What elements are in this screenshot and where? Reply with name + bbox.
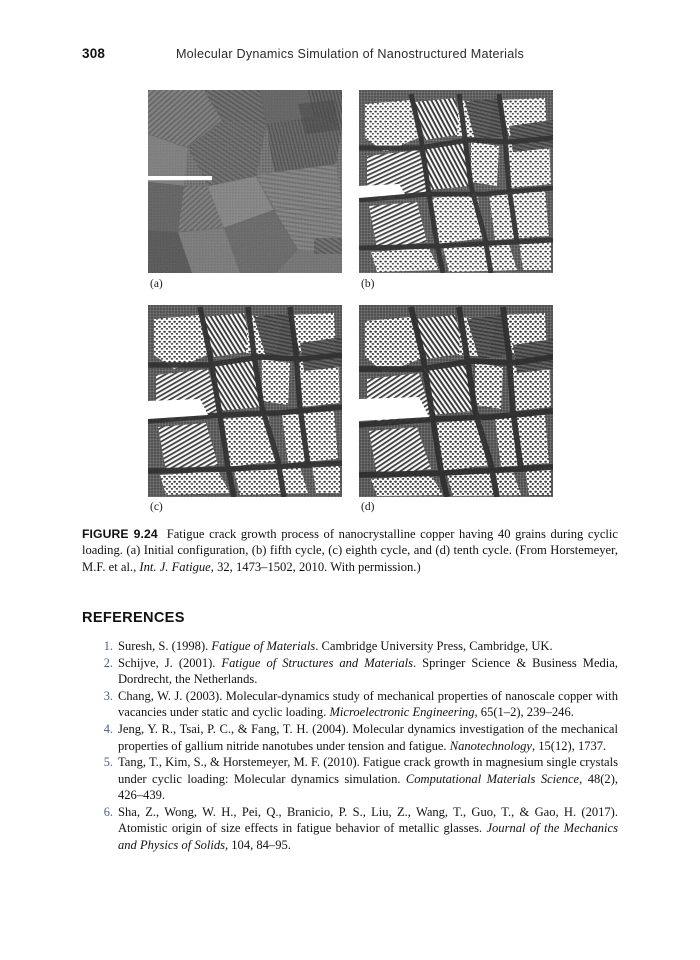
reference-number: 3. <box>103 689 113 704</box>
initial-notch <box>148 176 212 180</box>
figure-9-24 <box>148 90 553 520</box>
reference-text-1: Tang, T., Kim, S., & Horstemeyer, M. F. (2010). Fatigue crack growth in magnesium single crystals under cyclic loading: Molecular dynamics simulation. <box>118 755 618 786</box>
reference-text-2: , 104, 84–95. <box>225 837 291 852</box>
microstructure-image-b <box>359 90 553 273</box>
figure-panel-row-bottom <box>148 305 553 520</box>
reference-text-1: Sha, Z., Wong, W. H., Pei, Q., Branicio, P. S., Liu, Z., Wang, T., Guo, T., & Gao, H. (2017). Atomistic origin of size effects in fatigue behavior of metallic glasses. <box>118 804 618 836</box>
panel-label-a: (a) <box>150 278 163 290</box>
figure-caption-text-1: Fatigue crack growth process of nanocrystalline copper having 40 grains during cyclic loading. (a) Initial configuration, (b) fifth cycle, (c) eighth cycle, and (d) tenth cycle. (From Horstemeyer, M.F. et al., <box>82 527 618 574</box>
reference-text-1: Chang, W. J. (2003). Molecular-dynamics study of mechanical properties of nanoscale copper with vacancies under static and cyclic loading. <box>118 689 618 720</box>
grain-structure-svg-d <box>359 305 553 497</box>
reference-title-italic: Computational Materials Science <box>405 771 580 786</box>
figure-caption-number: FIGURE 9.24 <box>82 527 158 541</box>
reference-text-1: Schijve, J. (2001). <box>118 655 222 670</box>
reference-number: 5. <box>103 755 113 770</box>
figure-panel-b <box>359 90 553 273</box>
reference-item <box>96 804 618 853</box>
reference-title-italic: Journal of the Mechanics and Physics of Solids <box>118 821 618 852</box>
figure-panel-a <box>148 90 342 273</box>
microstructure-image-a <box>148 90 342 273</box>
grain-structure-svg-b <box>359 90 553 273</box>
figure-caption-journal: Int. J. Fatigue <box>139 559 211 574</box>
running-head <box>0 46 700 66</box>
reference-title-italic: Nanotechnology <box>449 738 532 753</box>
reference-text-2: , 48(2), 426–439. <box>118 771 619 803</box>
reference-item <box>96 721 618 754</box>
figure-caption <box>82 526 618 575</box>
crack-opening <box>359 397 429 421</box>
reference-number: 4. <box>103 722 113 737</box>
reference-text-1: Suresh, S. (1998). <box>118 639 212 653</box>
figure-panel-row-top <box>148 90 553 305</box>
figure-panel-d <box>359 305 553 497</box>
reference-item <box>96 754 618 803</box>
grain-structure-svg-c <box>148 305 342 497</box>
reference-title-italic: Fatigue of Structures and Materials <box>221 655 413 670</box>
page-number: 308 <box>82 46 106 61</box>
figure-caption-text-2: , 32, 1473–1502, 2010. With permission.) <box>210 559 421 574</box>
reference-text-1: Jeng, Y. R., Tsai, P. C., & Fang, T. H. (2004). Molecular dynamics investigation of the mechanical properties of gallium nitride nanotubes under tension and fatigue. <box>118 722 618 753</box>
references-heading: REFERENCES <box>82 610 185 626</box>
panel-label-c: (c) <box>150 501 163 513</box>
reference-text-2: . Cambridge University Press, Cambridge, UK. <box>315 639 553 653</box>
reference-title-italic: Fatigue of Materials <box>211 639 316 653</box>
microstructure-image-c <box>148 305 342 497</box>
figure-panel-c <box>148 305 342 497</box>
reference-item <box>96 655 618 688</box>
grain-structure-svg-a <box>148 90 342 273</box>
reference-text-2: . Springer Science & Business Media, Dordrecht, the Netherlands. <box>118 655 618 687</box>
reference-title-italic: Microelectronic Engineering <box>329 705 475 720</box>
reference-number: 1. <box>103 639 113 653</box>
reference-number: 2. <box>103 655 113 670</box>
reference-number: 6. <box>103 804 113 819</box>
references-list <box>96 638 618 853</box>
reference-item <box>96 638 618 654</box>
reference-text-2: , 65(1–2), 239–246. <box>474 705 574 720</box>
panel-label-b: (b) <box>361 278 375 290</box>
reference-text-2: , 15(12), 1737. <box>531 738 607 753</box>
running-head-title: Molecular Dynamics Simulation of Nanostructured Materials <box>175 47 525 61</box>
panel-label-d: (d) <box>361 501 375 513</box>
microstructure-image-d <box>359 305 553 497</box>
reference-item <box>96 688 618 721</box>
